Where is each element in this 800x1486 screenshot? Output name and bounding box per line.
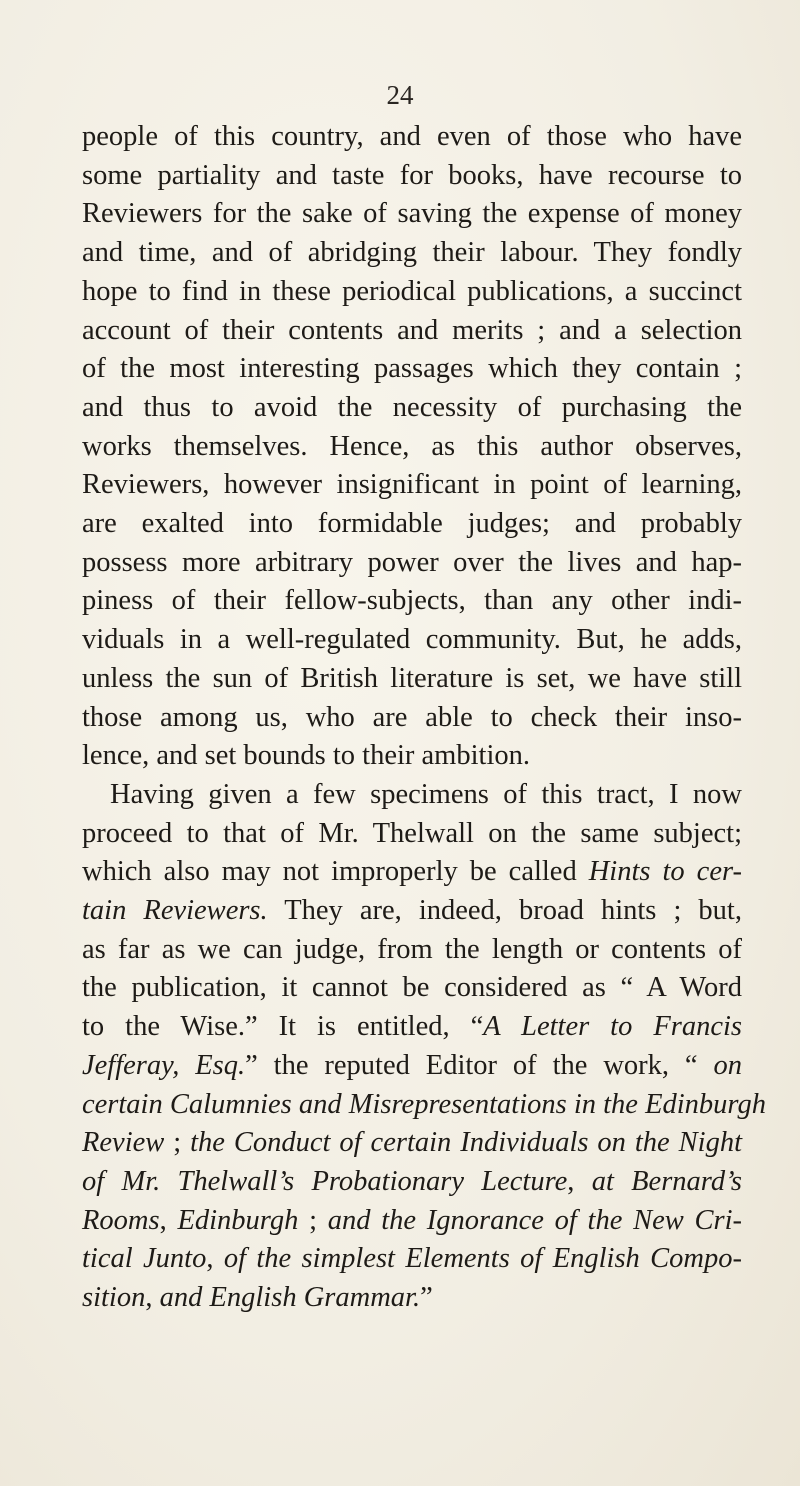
text-line [82,312,742,351]
text-line [82,931,742,970]
italic-text: of Mr. Thelwall’s Probationary Lecture [82,1165,568,1197]
text-line [82,815,742,854]
text-line [82,1047,742,1086]
text-run: account of their contents and merits ; and a selection [82,314,742,346]
text-line [82,1086,766,1125]
text-line [82,195,742,234]
text-line [82,1124,742,1163]
text-line [82,505,742,544]
paragraph [82,776,766,1318]
text-run: possess more arbitrary power over the lives and hap- [82,546,742,578]
text-run: viduals in a well-regulated community. But, he adds, [82,624,742,656]
text-run: those among us, who are able to check their inso- [82,701,742,733]
italic-text: Jefferay, Esq. [82,1049,246,1081]
text-line [82,350,742,389]
text-line [82,776,742,815]
text-line [82,1008,742,1047]
text-run: lence, and set bounds to their ambition. [82,740,530,772]
text-line [82,157,742,196]
text-line [82,1202,742,1241]
text-line [82,428,742,467]
text-run: people of this country, and even of those who have [82,121,742,152]
text-line [82,389,742,428]
text-line [82,466,742,505]
italic-text: Rooms [82,1204,160,1236]
text-line [82,273,742,312]
paragraph [82,118,742,776]
text-run: ; [164,1127,191,1159]
text-run: , [567,1165,592,1197]
italic-text: Edinburgh [177,1204,299,1236]
text-run: They are, indeed, broad hints ; but, [267,895,742,927]
text-run: Reviewers, however insignificant in point of learning, [82,469,742,501]
text-run: and time, and of abridging their labour. They fondly [82,237,742,269]
text-run: which also may not improperly be called [82,856,589,888]
text-run: ; [298,1204,328,1236]
text-run: Reviewers for the sake of saving the expense of money [82,198,742,230]
italic-text: the Conduct of certain Individuals on the Night [190,1127,742,1159]
italic-text: at Bernard’s [591,1165,742,1197]
text-line [82,1240,742,1279]
text-line [82,1279,742,1318]
italic-text: certain Calumnies and Misrepresentations in the Edinburgh [82,1088,766,1120]
text-run: to the Wise.” It is entitled, “ [82,1011,484,1043]
italic-text: Hints to cer- [588,856,742,888]
text-line [82,118,742,157]
text-run: as far as we can judge, from the length or contents of [82,933,742,965]
text-line [82,660,742,699]
text-run: are exalted into formidable judges; and probably [82,508,742,540]
italic-text: Review [82,1127,165,1159]
text-run: , [145,1282,160,1314]
text-run: ” the reputed Editor of the work, “ [245,1049,714,1081]
body-text [82,118,766,1318]
text-run: the publication, it cannot be considered as “ A Word [82,972,742,1004]
text-run: Having given a few specimens of this tract, I now [110,778,742,810]
text-run: , [206,1243,224,1275]
italic-text: and the Ignorance of the New Cri- [327,1204,742,1236]
italic-text: on [713,1049,742,1081]
text-run: some partiality and taste for books, have recourse to [82,159,742,191]
italic-text: sition [82,1282,146,1314]
text-run: of the most interesting passages which they contain ; [82,353,742,385]
italic-text: tical Junto [82,1243,207,1275]
text-line [82,544,742,583]
text-line [82,699,742,738]
text-run: ” [420,1282,433,1314]
text-line [82,582,742,621]
text-run: hope to find in these periodical publications, a succinct [82,275,742,307]
text-run: piness of their fellow-subjects, than any other indi- [82,585,742,617]
italic-text: tain Reviewers. [82,895,268,927]
text-line [82,234,742,273]
text-line [82,892,742,931]
text-line [82,1163,742,1202]
text-run: proceed to that of Mr. Thelwall on the same subject; [82,817,742,849]
text-run: , [159,1204,178,1236]
text-run: works themselves. Hence, as this author observes, [82,430,742,462]
text-run: and thus to avoid the necessity of purchasing the [82,391,742,423]
text-line [82,853,742,892]
italic-text: of the simplest Elements of English Compo- [223,1243,742,1275]
text-line [82,737,742,776]
italic-text: and English Grammar. [159,1282,421,1314]
text-run: unless the sun of British literature is set, we have still [82,662,742,694]
page-number: 24 [386,80,414,110]
italic-text: A Letter to Francis [483,1011,742,1043]
text-line [82,621,742,660]
text-line [82,969,742,1008]
